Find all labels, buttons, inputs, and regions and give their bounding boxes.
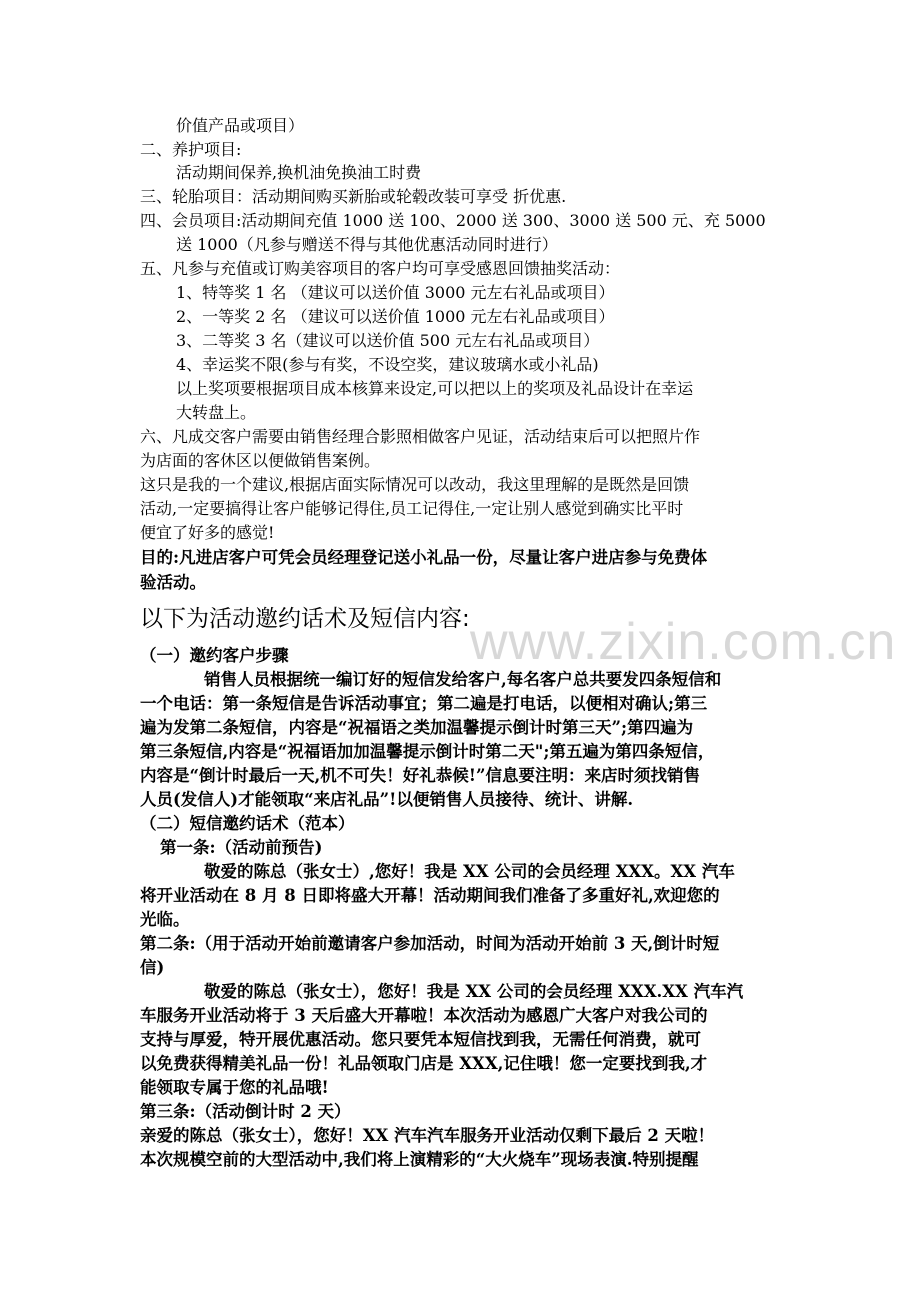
- text-line-p20: 验活动。: [140, 573, 206, 592]
- text-line-p27: 人员(发信人)才能领取“来店礼品”!以便销售人员接待、统计、讲解.: [140, 790, 634, 809]
- text-line-p26: 内容是“倒计时最后一天,机不可失！好礼恭候!”信息要注明：来店时须找销售: [140, 766, 700, 785]
- watermark: www.zixin.com.cn: [470, 613, 897, 671]
- text-line-p31: 将开业活动在 8 月 8 日即将盛大开幕！活动期间我们准备了多重好礼,欢迎您的: [140, 886, 720, 905]
- text-line-p39: 能领取专属于您的礼品哦!: [140, 1078, 329, 1097]
- text-line-p37: 支持与厚爱，特开展优惠活动。您只要凭本短信找到我，无需任何消费，就可: [140, 1030, 701, 1049]
- text-line-p22: 销售人员根据统一编订好的短信发给客户,每名客户总共要发四条短信和: [204, 670, 722, 689]
- text-line-p11: 4、幸运奖不限(参与有奖，不设空奖，建议玻璃水或小礼品): [176, 355, 599, 374]
- text-line-p23: 一个电话：第一条短信是告诉活动事宜；第二遍是打电话，以便相对确认;第三: [140, 694, 708, 713]
- text-line-p33: 第二条:（用于活动开始前邀请客户参加活动，时间为活动开始前 3 天,倒计时短: [140, 934, 720, 953]
- text-line-p40: 第三条:（活动倒计时 2 天）: [140, 1102, 351, 1121]
- text-line-p17: 活动,一定要搞得让客户能够记得住,员工记得住,一定让别人感觉到确实比平时: [140, 499, 684, 518]
- text-line-p9: 2、一等奖 2 名 （建议可以送价值 1000 元左右礼品或项目）: [176, 307, 615, 326]
- text-line-p6: 送 1000（凡参与赠送不得与其他优惠活动同时进行）: [176, 235, 558, 254]
- text-line-p8: 1、特等奖 1 名 （建议可以送价值 3000 元左右礼品或项目）: [176, 283, 615, 302]
- text-line-p42: 本次规模空前的大型活动中,我们将上演精彩的“大火烧车”现场表演.特别提醒: [140, 1150, 699, 1169]
- text-line-p12: 以上奖项要根据项目成本核算来设定,可以把以上的奖项及礼品设计在幸运: [176, 379, 694, 398]
- text-line-p7: 五、凡参与充值或订购美容项目的客户均可享受感恩回馈抽奖活动：: [140, 259, 621, 278]
- text-line-p29: 第一条:（活动前预告): [160, 838, 323, 857]
- text-line-p15: 为店面的客休区以便做销售案例。: [140, 451, 381, 470]
- text-line-p35: 敬爱的陈总（张女士），您好！我是 XX 公司的会员经理 XXX.XX 汽车汽: [204, 982, 744, 1001]
- text-line-p30: 敬爱的陈总（张女士）,您好！我是 XX 公司的会员经理 XXX。XX 汽车: [204, 862, 735, 881]
- text-line-p28: （二）短信邀约话术（范本）: [140, 814, 355, 833]
- text-line-p5: 四、会员项目:活动期间充值 1000 送 100、2000 送 300、3000 送 500 元、充 5000: [140, 211, 766, 230]
- text-line-p4: 三、轮胎项目：活动期间购买新胎或轮毂改装可享受 折优惠.: [140, 187, 567, 206]
- text-line-p18: 便宜了好多的感觉!: [140, 523, 275, 542]
- text-line-p38: 以免费获得精美礼品一份！礼品领取门店是 XXX,记住哦！您一定要找到我,才: [140, 1054, 708, 1073]
- text-line-p19: 目的:凡进店客户可凭会员经理登记送小礼品一份，尽量让客户进店参与免费体: [140, 548, 708, 567]
- text-line-p16: 这只是我的一个建议,根据店面实际情况可以改动，我这里理解的是既然是回馈: [140, 475, 690, 494]
- text-line-p32: 光临。: [140, 910, 190, 929]
- text-line-p3: 活动期间保养,换机油免换油工时费: [176, 163, 422, 182]
- text-line-p13: 大转盘上。: [176, 403, 257, 422]
- text-line-p21: （一）邀约客户步骤: [140, 646, 289, 665]
- text-line-p1: 价值产品或项目）: [176, 116, 305, 135]
- text-line-p2: 二、养护项目:: [140, 140, 242, 159]
- text-line-p34: 信): [140, 958, 165, 977]
- text-line-p24: 遍为发第二条短信，内容是“祝福语之类加温馨提示倒计时第三天”;第四遍为: [140, 718, 694, 737]
- text-line-p25: 第三条短信,内容是“祝福语加加温馨提示倒计时第二天";第五遍为第四条短信，: [140, 742, 715, 761]
- text-line-p10: 3、二等奖 3 名（建议可以送价值 500 元左右礼品或项目）: [176, 331, 600, 350]
- text-line-p41: 亲爱的陈总（张女士），您好！XX 汽车汽车服务开业活动仅剩下最后 2 天啦！: [140, 1126, 715, 1145]
- section-heading: 以下为活动邀约话术及短信内容:: [140, 606, 470, 632]
- text-line-p14: 六、凡成交客户需要由销售经理合影照相做客户见证，活动结束后可以把照片作: [140, 427, 701, 446]
- text-line-p36: 车服务开业活动将于 3 天后盛大开幕啦！本次活动为感恩广大客户对我公司的: [140, 1006, 708, 1025]
